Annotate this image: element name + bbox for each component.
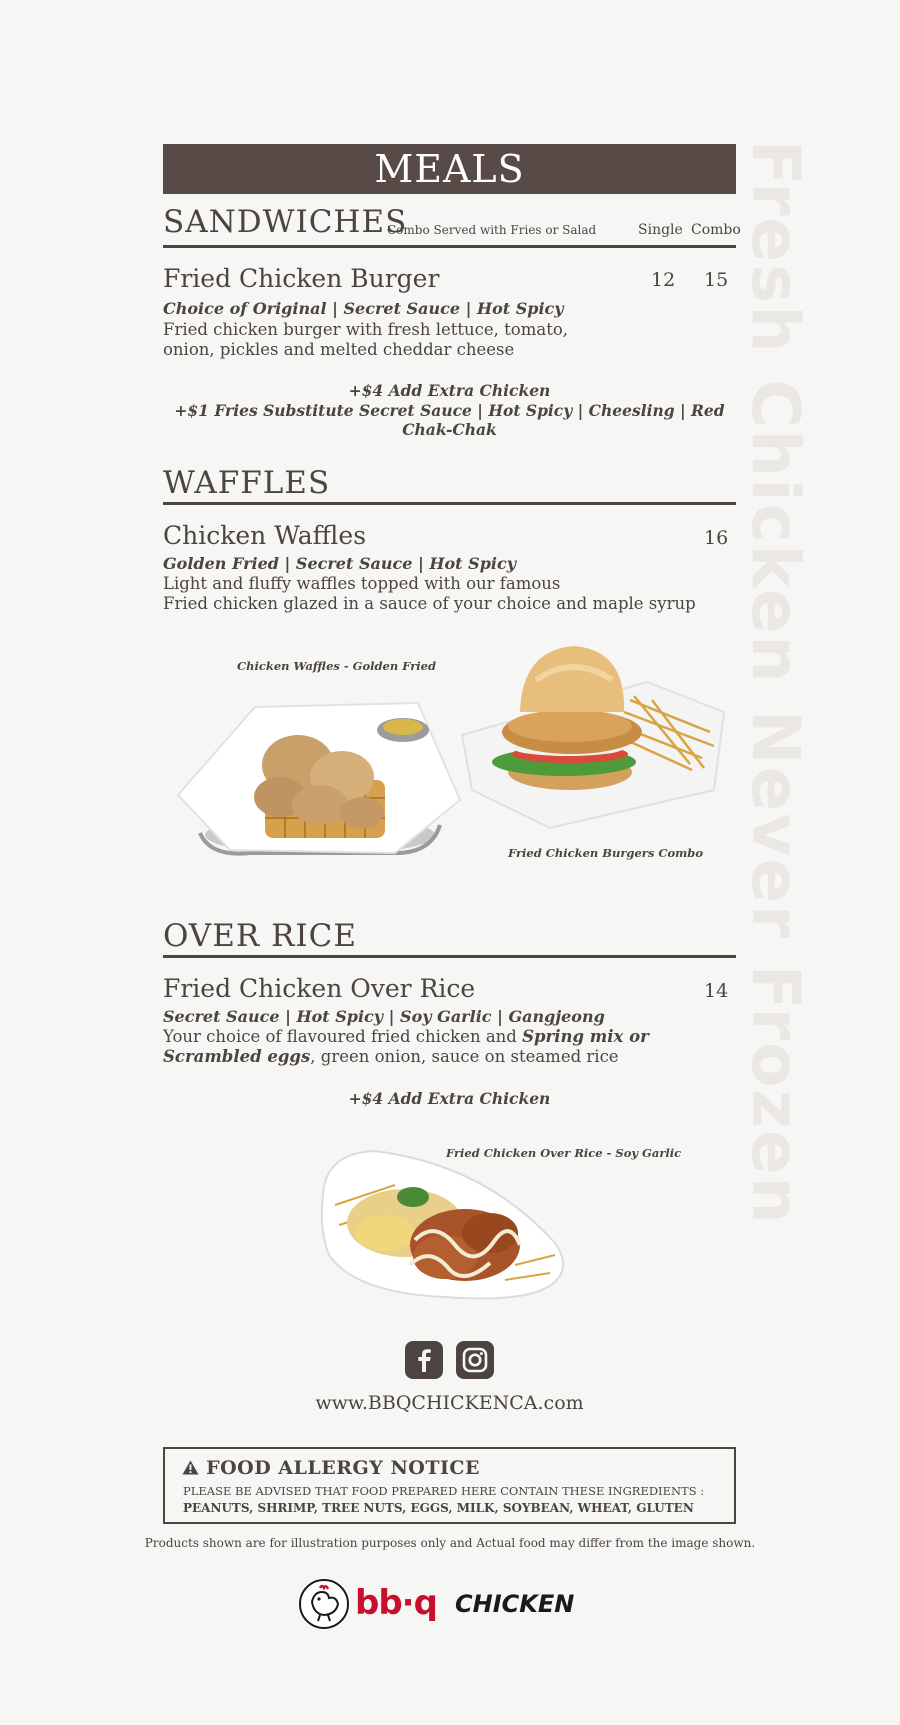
item-name-chicken-waffles: Chicken Waffles	[163, 521, 367, 550]
allergy-ingredients: PEANUTS, SHRIMP, TREE NUTS, EGGS, MILK, SOYBEAN, WHEAT, GLUTEN	[183, 1501, 694, 1515]
watermark-text: Fresh Chicken Never Frozen	[737, 140, 814, 1226]
item-description-line	[163, 1047, 619, 1067]
section-title-waffles: WAFFLES	[163, 465, 331, 501]
facebook-icon[interactable]	[405, 1341, 443, 1379]
chicken-logo-icon	[298, 1578, 350, 1630]
item-options: Golden Fried | Secret Sauce | Hot Spicy	[163, 554, 516, 573]
allergy-title	[182, 1457, 480, 1479]
allergy-notice	[163, 1447, 736, 1524]
warning-icon	[182, 1460, 199, 1475]
desc-emphasis: Spring mix or	[522, 1027, 649, 1046]
addon-extra-chicken: +$4 Add Extra Chicken	[348, 381, 551, 400]
column-single: Single	[638, 222, 683, 238]
addon-extra-chicken: +$4 Add Extra Chicken	[348, 1089, 551, 1108]
section-title-over-rice: OVER RICE	[163, 918, 358, 954]
logo-chicken-text: CHICKEN	[455, 1590, 575, 1618]
meals-banner: MEALS	[163, 144, 736, 194]
caption-over-rice: Fried Chicken Over Rice - Soy Garlic	[446, 1146, 682, 1160]
item-description-line: Fried chicken burger with fresh lettuce, tomato,	[163, 320, 569, 339]
section-divider	[163, 502, 736, 505]
fried-chicken-burger-photo	[452, 640, 727, 830]
instagram-icon[interactable]	[456, 1341, 494, 1379]
item-description-line: Fried chicken glazed in a sauce of your choice and maple syrup	[163, 594, 696, 613]
allergy-advisory: PLEASE BE ADVISED THAT FOOD PREPARED HERE CONTAIN THESE INGREDIENTS :	[183, 1484, 705, 1498]
fried-chicken-over-rice-photo	[315, 1145, 575, 1305]
desc-text: Your choice of flavoured fried chicken and	[163, 1027, 523, 1046]
section-divider	[163, 245, 736, 248]
caption-burger-combo: Fried Chicken Burgers Combo	[508, 846, 704, 860]
item-description-line: Light and fluffy waffles topped with our famous	[163, 574, 561, 593]
section-title-sandwiches: SANDWICHES	[163, 204, 408, 240]
price-single: 12	[651, 269, 676, 291]
section-divider	[163, 955, 736, 958]
column-combo: Combo	[691, 222, 741, 238]
allergy-title-text: FOOD ALLERGY NOTICE	[206, 1457, 480, 1479]
addon-fries-substitute: +$1 Fries Substitute Secret Sauce | Hot Spicy | Cheesling | Red Chak-Chak	[174, 401, 725, 439]
item-options: Secret Sauce | Hot Spicy | Soy Garlic | Gangjeong	[163, 1007, 605, 1026]
price: 16	[704, 527, 729, 549]
item-description-line	[163, 1027, 649, 1047]
item-name-fried-chicken-over-rice: Fried Chicken Over Rice	[163, 974, 476, 1003]
desc-emphasis: Scrambled eggs	[163, 1047, 311, 1066]
illustration-disclaimer: Products shown are for illustration purposes only and Actual food may differ from the image shown.	[144, 1536, 756, 1550]
item-name-fried-chicken-burger: Fried Chicken Burger	[163, 264, 440, 293]
caption-chicken-waffles: Chicken Waffles - Golden Fried	[237, 659, 436, 673]
item-options: Choice of Original | Secret Sauce | Hot Spicy	[163, 299, 564, 318]
price: 14	[704, 980, 729, 1002]
combo-note: Combo Served with Fries or Salad	[387, 223, 597, 237]
desc-text: , green onion, sauce on steamed rice	[310, 1047, 619, 1066]
item-description-line: onion, pickles and melted cheddar cheese	[163, 340, 515, 359]
chicken-waffles-photo	[170, 685, 470, 870]
waffles-header	[163, 465, 736, 501]
bbq-logo-text: bb·q	[355, 1583, 437, 1623]
price-combo: 15	[704, 269, 729, 291]
website-link[interactable]: www.BBQCHICKENCA.com	[315, 1392, 584, 1414]
over-rice-header	[163, 918, 736, 954]
